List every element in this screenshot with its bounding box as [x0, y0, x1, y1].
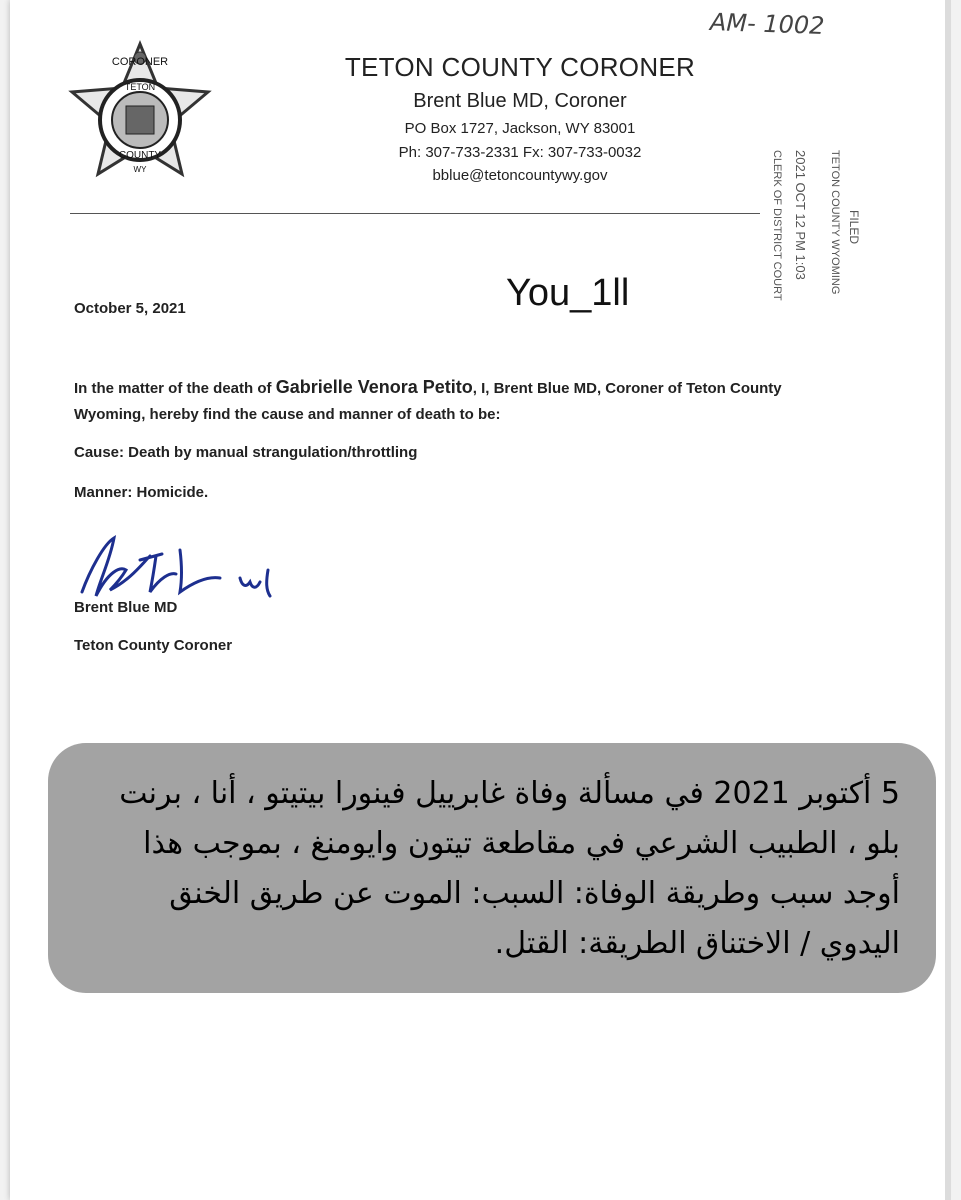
office-address: PO Box 1727, Jackson, WY 83001: [404, 120, 636, 137]
signer-name: Brent Blue MD: [74, 599, 178, 616]
seal-text-bottom: COUNTY: [118, 150, 162, 161]
watermark-text: You_1ll: [506, 272, 630, 314]
finding-paragraph: [74, 374, 844, 428]
cause-of-death: Cause: Death by manual strangulation/throttling: [74, 444, 418, 461]
office-title: TETON COUNTY CORONER: [344, 52, 696, 82]
header-divider: [70, 213, 760, 214]
handwritten-signature: [70, 530, 330, 610]
coroner-name: Brent Blue MD, Coroner: [413, 90, 627, 112]
office-email: bblue@tetoncountywy.gov: [432, 167, 608, 184]
office-phone: Ph: 307-733-2331 Fx: 307-733-0032: [398, 144, 642, 161]
filed-stamp-line: 2021 OCT 12 PM 1:03: [793, 150, 808, 280]
manner-of-death: Manner: Homicide.: [74, 484, 209, 501]
intro-text: In the matter of the death of: [74, 380, 272, 397]
filed-stamp: [722, 150, 882, 340]
seal-text-state: WY: [133, 165, 147, 174]
arabic-translation-box: [48, 743, 936, 993]
intro-rest: , I, Brent Blue MD, Coroner of Teton County Wyoming, hereby find the cause and manner of death to be:: [74, 380, 782, 423]
filed-stamp-line: FILED: [847, 210, 861, 245]
handwritten-annotation: AM- 1002: [709, 8, 825, 40]
document-page: [10, 0, 945, 1200]
decedent-name: Gabrielle Venora Petito: [275, 377, 473, 397]
letter-date: October 5, 2021: [74, 300, 186, 317]
signer-title: Teton County Coroner: [74, 637, 233, 654]
seal-text-top: CORONER: [111, 56, 169, 68]
seal-text-mid: TETON: [124, 82, 156, 92]
filed-stamp-line: CLERK OF DISTRICT COURT: [771, 150, 783, 301]
arabic-translation-text: 5 أكتوبر 2021 في مسألة وفاة غابرييل فينورا بيتيتو ، أنا ، برنت بلو ، الطبيب الشرعي في مقاطعة تيتون وايومنغ ، بموجب هذا أوجد سبب وطريقة الوفاة: السبب: الموت عن طريق الخنق اليدوي / الاختناق الطريقة: القتل.: [119, 776, 900, 961]
sheriff-star-seal: [60, 40, 220, 200]
filed-stamp-line: TETON COUNTY WYOMING: [829, 150, 841, 295]
